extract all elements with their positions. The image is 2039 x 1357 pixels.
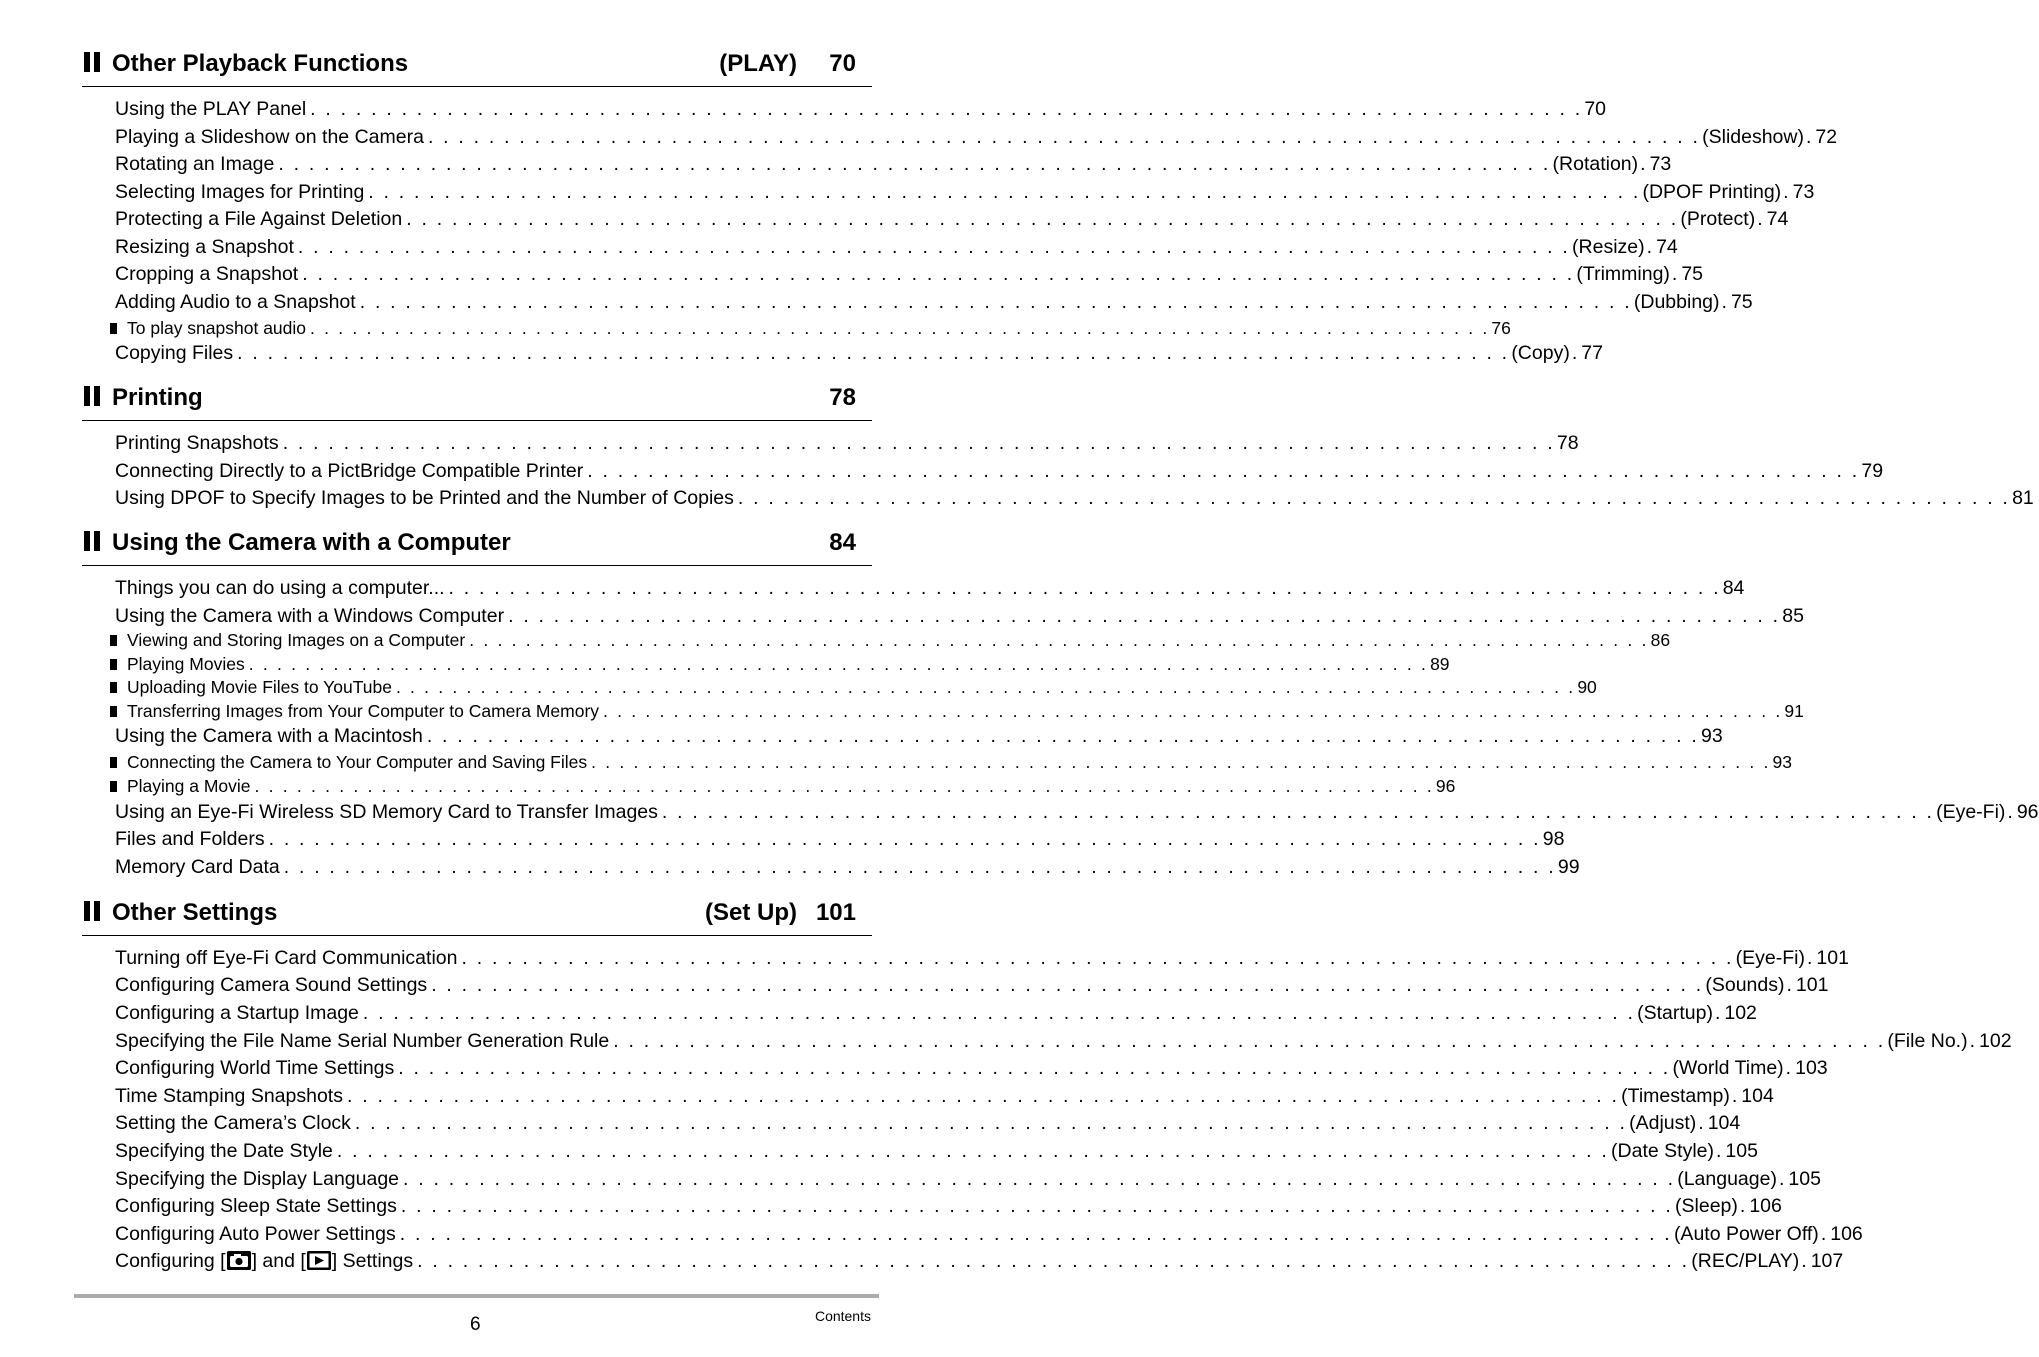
toc-entry[interactable] [115,207,1789,231]
dot-leader: . . . . . . . . . . . . . . . . . . . . . . . . . . . . . . . . . . . . . . . . . . . . . . . . . . . . . . . . . . . . . . . . . . . . . . . . . . . . . . . . . . . . [362,1002,1636,1024]
entry-page-number: 84 [1722,577,1745,599]
dot-leader: . . . . . . . . . . . . . . . . . . . . . . . . . . . . . . . . . . . . . . . . . . . . . . . . . . . . . . . . . . . . . . . . . . . . . . . . . . . . . . . . . . . . [346,1085,1620,1107]
dot-leader: . . . . . . . . . . . . . . . . . . . . . . . . . . . . . . . . . . . . . . . . . . . . . . . . . . . . . . . . . . . . . . . . . . . . . . . . . . . . . . . . . . . . [268,828,1541,850]
toc-entry[interactable] [115,290,1753,314]
toc-subentry[interactable] [127,751,1792,773]
dot-leader: . . . . . . . . . . . . . . . . . . . . . . . . . . . . . . . . . . . . . . . . . . . . . . . . . . . . . . . . . . . . . . . . . . . . . . . . . . . . . . . . . . . . [368,181,1641,203]
entry-page-number: 103 [1795,1057,1828,1079]
bullet-square-icon [110,323,117,334]
section-marker-icon [84,901,102,921]
toc-entry[interactable] [115,341,1603,365]
entry-title: Using an Eye-Fi Wireless SD Memory Card to Transfer Images [115,801,658,823]
entry-page-number: 104 [1741,1085,1774,1107]
toc-entry[interactable] [115,180,1815,204]
toc-subentry[interactable] [127,775,1456,797]
dot-leader: . . . . . . . . . . . . . . . . . . . . . . . . . . . . . . . . . . . . . . . . . . . . . . . . . . . . . . . . . . . . . . . . . . . . . . . . . . . . . . . . . . . . [613,1030,1886,1052]
dot-leader: . [1646,236,1655,258]
dot-leader: . [1757,208,1765,230]
toc-entry[interactable] [115,1001,1757,1025]
entry-title: To play snapshot audio [127,318,307,338]
dot-leader: . [1640,153,1648,175]
section-page-number: 84 [829,529,856,556]
toc-entry[interactable] [115,827,1565,851]
dot-leader: . . . . . . . . . . . . . . . . . . . . . . . . . . . . . . . . . . . . . . . . . . . . . . . . . . . . . . . . . . . . . . . . . . . . . . . . . . . . . . . . . . . . [297,236,1571,258]
bullet-square-icon [110,757,117,768]
bullet-square-icon [110,659,117,670]
entry-tag: (Sounds) [1705,974,1785,996]
entry-title: Using the Camera with a Windows Computer [115,605,505,627]
entry-title: Memory Card Data [115,856,280,878]
entry-title: Viewing and Storing Images on a Computer [127,630,466,650]
entry-page-number: 106 [1830,1223,1863,1245]
dot-leader: . . . . . . . . . . . . . . . . . . . . . . . . . . . . . . . . . . . . . . . . . . . . . . . . . . . . . . . . . . . . . . . . . . . . . . . . . . . . . . . . . . . . [248,654,1429,674]
dot-leader: . . . . . . . . . . . . . . . . . . . . . . . . . . . . . . . . . . . . . . . . . . . . . . . . . . . . . . . . . . . . . . . . . . . . . . . . . . . . . . . . . . . . [302,263,1575,285]
entry-title: Printing Snapshots [115,432,279,454]
toc-entry[interactable] [115,1194,1782,1218]
entry-tag: (Auto Power Off) [1673,1223,1819,1245]
dot-leader: . . . . . . . . . . . . . . . . . . . . . . . . . . . . . . . . . . . . . . . . . . . . . . . . . . . . . . . . . . . . . . . . . . . . . . . . . . . . . . . . . . . . [403,1168,1676,1190]
dot-leader: . . . . . . . . . . . . . . . . . . . . . . . . . . . . . . . . . . . . . . . . . . . . . . . . . . . . . . . . . . . . . . . . . . . . . . . . . . . . . . . . . . . . [591,752,1771,772]
entry-page-number: 72 [1815,126,1838,148]
section-title: Printing [112,384,203,411]
toc-entry[interactable] [115,1249,1844,1273]
entry-page-number: 79 [1861,460,1884,482]
dot-leader: . . . . . . . . . . . . . . . . . . . . . . . . . . . . . . . . . . . . . . . . . . . . . . . . . . . . . . . . . . . . . . . . . . . . . . . . . . . . . . . . . . . . [448,577,1721,599]
entry-title: Specifying the Date Style [115,1140,333,1162]
entry-title: Playing Movies [127,654,245,674]
entry-title: Rotating an Image [115,153,275,175]
dot-leader: . . . . . . . . . . . . . . . . . . . . . . . . . . . . . . . . . . . . . . . . . . . . . . . . . . . . . . . . . . . . . . . . . . . . . . . . . . . . . . . . . . . . [508,605,1781,627]
entry-page-number: 89 [1430,654,1450,674]
entry-title: Configuring Auto Power Settings [115,1223,396,1245]
dot-leader: . . . . . . . . . . . . . . . . . . . . . . . . . . . . . . . . . . . . . . . . . . . . . . . . . . . . . . . . . . . . . . . . . . . . . . . . . . . . . . . . . . . . [283,856,1556,878]
section-tag: (Set Up) [705,899,797,926]
entry-tag: (Trimming) [1576,263,1670,285]
dot-leader: . . . . . . . . . . . . . . . . . . . . . . . . . . . . . . . . . . . . . . . . . . . . . . . . . . . . . . . . . . . . . . . . . . . . . . . . . . . . . . . . . . . . [461,947,1734,969]
entry-page-number: 78 [1556,432,1579,454]
entry-tag: (Resize) [1572,236,1645,258]
toc-entry[interactable] [115,724,1723,748]
entry-title: Connecting the Camera to Your Computer and Saving Files [127,752,588,772]
dot-leader: . . . . . . . . . . . . . . . . . . . . . . . . . . . . . . . . . . . . . . . . . . . . . . . . . . . . . . . . . . . . . . . . . . . . . . . . . . . . . . . . . . . . [737,487,2011,509]
entry-title: Configuring a Startup Image [115,1002,359,1024]
dot-leader: . . . . . . . . . . . . . . . . . . . . . . . . . . . . . . . . . . . . . . . . . . . . . . . . . . . . . . . . . . . . . . . . . . . . . . . . . . . . . . . . . . . . [237,342,1510,364]
section-header [82,529,872,566]
dot-leader: . . . . . . . . . . . . . . . . . . . . . . . . . . . . . . . . . . . . . . . . . . . . . . . . . . . . . . . . . . . . . . . . . . . . . . . . . . . . . . . . . . . . [661,801,1935,823]
toc-subentry[interactable] [127,653,1450,675]
entry-page-number: 74 [1656,236,1678,258]
entry-title: Protecting a File Against Deletion [115,208,403,230]
toc-entry[interactable] [115,1222,1863,1246]
entry-tag: (World Time) [1672,1057,1784,1079]
toc-entry[interactable] [115,855,1580,879]
dot-leader: . [2007,801,2015,823]
toc-entry[interactable] [115,1084,1774,1108]
dot-leader: . [1783,181,1791,203]
dot-leader: . [1714,1002,1723,1024]
section-marker-icon [84,52,102,72]
bullet-square-icon [110,682,117,693]
section-title: Using the Camera with a Computer [112,529,511,556]
entry-page-number: 101 [1816,947,1849,969]
dot-leader: . . . . . . . . . . . . . . . . . . . . . . . . . . . . . . . . . . . . . . . . . . . . . . . . . . . . . . . . . . . . . . . . . . . . . . . . . . . . . . . . . . . . [431,974,1704,996]
entry-tag: (Adjust) [1629,1112,1697,1134]
section-page-number: 70 [829,50,856,77]
toc-subentry[interactable] [127,676,1597,698]
toc-entry[interactable] [115,431,1579,455]
entry-title: Using the Camera with a Macintosh [115,725,423,747]
footer-label: Contents [814,1308,871,1324]
entry-page-number: 93 [1700,725,1723,747]
dot-leader: . [1698,1112,1706,1134]
entry-tag: (DPOF Printing) [1642,181,1782,203]
dot-leader: . [1739,1195,1748,1217]
entry-title: Playing a Slideshow on the Camera [115,126,424,148]
dot-leader: . . . . . . . . . . . . . . . . . . . . . . . . . . . . . . . . . . . . . . . . . . . . . . . . . . . . . . . . . . . . . . . . . . . . . . . . . . . . . . . . . . . . [310,318,1490,338]
entry-page-number: 74 [1766,208,1789,230]
dot-leader: . [1785,1057,1794,1079]
dot-leader: . . . . . . . . . . . . . . . . . . . . . . . . . . . . . . . . . . . . . . . . . . . . . . . . . . . . . . . . . . . . . . . . . . . . . . . . . . . . . . . . . . . . [400,1195,1674,1217]
section-page-number: 101 [815,899,856,926]
toc-entry[interactable] [115,1029,2012,1053]
entry-tag: (Startup) [1637,1002,1713,1024]
entry-tag: (Sleep) [1675,1195,1738,1217]
toc-entry[interactable] [115,1139,1758,1163]
entry-title: Using DPOF to Specify Images to be Printed and the Number of Copies [115,487,734,509]
dot-leader: . [1571,342,1580,364]
toc-entry[interactable] [115,235,1678,259]
toc-section [82,384,2034,509]
section-header [82,899,872,936]
bullet-square-icon [110,706,117,717]
toc-subentry[interactable] [127,629,1671,651]
entry-title: Time Stamping Snapshots [115,1085,343,1107]
entry-title: Files and Folders [115,828,265,850]
dot-leader: . . . . . . . . . . . . . . . . . . . . . . . . . . . . . . . . . . . . . . . . . . . . . . . . . . . . . . . . . . . . . . . . . . . . . . . . . . . . . . . . . . . . [395,677,1576,697]
entry-page-number: 75 [1730,291,1753,313]
entry-page-number: 98 [1542,828,1565,850]
entry-tag: (Language) [1677,1168,1777,1190]
entry-tag: (Eye-Fi) [1936,801,2006,823]
dot-leader: . . . . . . . . . . . . . . . . . . . . . . . . . . . . . . . . . . . . . . . . . . . . . . . . . . . . . . . . . . . . . . . . . . . . . . . . . . . . . . . . . . . . [398,1057,1671,1079]
entry-title: Transferring Images from Your Computer to Camera Memory [127,701,600,721]
toc-subentry[interactable] [127,317,1511,339]
dot-leader: . . . . . . . . . . . . . . . . . . . . . . . . . . . . . . . . . . . . . . . . . . . . . . . . . . . . . . . . . . . . . . . . . . . . . . . . . . . . . . . . . . . . [254,776,1434,796]
dot-leader: . [1786,974,1794,996]
entry-page-number: 107 [1810,1250,1844,1272]
entry-page-number: 70 [1584,98,1607,120]
entry-page-number: 96 [1435,776,1456,796]
section-tag: (PLAY) [719,50,797,77]
section-marker-icon [84,531,102,551]
section-title: Other Playback Functions [112,50,409,77]
section-title: Other Settings [112,899,278,926]
toc-entry[interactable] [115,486,2034,510]
entry-tag: (Date Style) [1611,1140,1714,1162]
toc-subentry[interactable] [127,700,1804,722]
toc-entry[interactable] [115,152,1672,176]
entry-tag: (Eye-Fi) [1735,947,1805,969]
entry-title: Configuring World Time Settings [115,1057,395,1079]
section-header [82,384,872,421]
entry-title: Copying Files [115,342,234,364]
toc-entry[interactable] [115,973,1829,997]
dot-leader: . . . . . . . . . . . . . . . . . . . . . . . . . . . . . . . . . . . . . . . . . . . . . . . . . . . . . . . . . . . . . . . . . . . . . . . . . . . . . . . . . . . . [427,126,1701,148]
entry-page-number: 91 [1784,701,1804,721]
entry-page-number: 101 [1795,974,1829,996]
dot-leader: . [1716,1140,1724,1162]
entry-page-number: 102 [1724,1002,1757,1024]
dot-leader: . [1969,1030,1977,1052]
entry-page-number: 96 [2016,801,2039,823]
entry-title: Adding Audio to a Snapshot [115,291,356,313]
entry-tag: (File No.) [1887,1030,1968,1052]
entry-page-number: 75 [1681,263,1704,285]
dot-leader: . . . . . . . . . . . . . . . . . . . . . . . . . . . . . . . . . . . . . . . . . . . . . . . . . . . . . . . . . . . . . . . . . . . . . . . . . . . . . . . . . . . . [359,291,1632,313]
entry-page-number: 77 [1581,342,1603,364]
entry-title-part: ] Settings [331,1250,414,1272]
entry-page-number: 73 [1792,181,1815,203]
toc-entry[interactable] [115,1111,1741,1135]
toc-entry[interactable] [115,604,1804,628]
section-page-number: 78 [829,384,856,411]
entry-page-number: 93 [1772,752,1792,772]
play-icon [307,1251,331,1270]
entry-title: Specifying the File Name Serial Number Generation Rule [115,1030,610,1052]
dot-leader: . . . . . . . . . . . . . . . . . . . . . . . . . . . . . . . . . . . . . . . . . . . . . . . . . . . . . . . . . . . . . . . . . . . . . . . . . . . . . . . . . . . . [406,208,1679,230]
toc-entry[interactable] [115,576,1745,600]
entry-title: Selecting Images for Printing [115,181,365,203]
dot-leader: . . . . . . . . . . . . . . . . . . . . . . . . . . . . . . . . . . . . . . . . . . . . . . . . . . . . . . . . . . . . . . . . . . . . . . . . . . . . . . . . . . . . [336,1140,1610,1162]
toc-entry[interactable] [115,125,1838,149]
dot-leader: . . . . . . . . . . . . . . . . . . . . . . . . . . . . . . . . . . . . . . . . . . . . . . . . . . . . . . . . . . . . . . . . . . . . . . . . . . . . . . . . . . . . [587,460,1860,482]
entry-tag: (Copy) [1511,342,1570,364]
entry-title: Playing a Movie [127,776,251,796]
entry-title: Using the PLAY Panel [115,98,307,120]
toc-section [82,899,2012,1272]
section-marker-icon [84,386,102,406]
entry-page-number: 85 [1782,605,1804,627]
entry-title: Configuring Camera Sound Settings [115,974,428,996]
section-header [82,50,872,87]
entry-title: Resizing a Snapshot [115,236,294,258]
entry-title: Turning off Eye-Fi Card Communication [115,947,458,969]
dot-leader: . [1820,1223,1829,1245]
toc-entry[interactable] [115,1056,1828,1080]
entry-page-number: 105 [1788,1168,1821,1190]
entry-page-number: 90 [1577,677,1597,697]
dot-leader: . [1671,263,1680,285]
entry-page-number: 106 [1749,1195,1782,1217]
toc-entry[interactable] [115,800,2039,824]
dot-leader: . . . . . . . . . . . . . . . . . . . . . . . . . . . . . . . . . . . . . . . . . . . . . . . . . . . . . . . . . . . . . . . . . . . . . . . . . . . . . . . . . . . . [426,725,1699,747]
bullet-square-icon [110,635,117,646]
entry-title: Things you can do using a computer... [115,577,445,599]
toc-entry[interactable] [115,946,1849,970]
footer-divider [74,1294,879,1298]
entry-title: Connecting Directly to a PictBridge Compatible Printer [115,460,584,482]
dot-leader: . . . . . . . . . . . . . . . . . . . . . . . . . . . . . . . . . . . . . . . . . . . . . . . . . . . . . . . . . . . . . . . . . . . . . . . . . . . . . . . . . . . . [469,630,1649,650]
toc-entry[interactable] [115,1167,1821,1191]
entry-page-number: 73 [1649,153,1672,175]
bullet-square-icon [110,781,117,792]
entry-title: Cropping a Snapshot [115,263,299,285]
entry-tag: (Rotation) [1552,153,1639,175]
entry-page-number: 81 [2012,487,2034,509]
entry-tag: (Dubbing) [1633,291,1720,313]
dot-leader: . [1805,126,1814,148]
entry-title: Setting the Camera’s Clock [115,1112,351,1134]
entry-title [115,1249,417,1273]
entry-page-number: 104 [1707,1112,1741,1134]
toc-entry[interactable] [115,262,1704,286]
camera-icon [227,1251,251,1270]
dot-leader: . . . . . . . . . . . . . . . . . . . . . . . . . . . . . . . . . . . . . . . . . . . . . . . . . . . . . . . . . . . . . . . . . . . . . . . . . . . . . . . . . . . . [278,153,1551,175]
dot-leader: . [1801,1250,1809,1272]
dot-leader: . [1721,291,1729,313]
dot-leader: . . . . . . . . . . . . . . . . . . . . . . . . . . . . . . . . . . . . . . . . . . . . . . . . . . . . . . . . . . . . . . . . . . . . . . . . . . . . . . . . . . . . [417,1250,1690,1272]
entry-page-number: 99 [1557,856,1580,878]
dot-leader: . [1806,947,1815,969]
dot-leader: . . . . . . . . . . . . . . . . . . . . . . . . . . . . . . . . . . . . . . . . . . . . . . . . . . . . . . . . . . . . . . . . . . . . . . . . . . . . . . . . . . . . [354,1112,1628,1134]
entry-tag: (REC/PLAY) [1691,1250,1800,1272]
dot-leader: . . . . . . . . . . . . . . . . . . . . . . . . . . . . . . . . . . . . . . . . . . . . . . . . . . . . . . . . . . . . . . . . . . . . . . . . . . . . . . . . . . . . [282,432,1555,454]
entry-tag: (Slideshow) [1702,126,1804,148]
dot-leader: . [1778,1168,1787,1190]
entry-title: Configuring Sleep State Settings [115,1195,397,1217]
toc-entry[interactable] [115,459,1884,483]
entry-tag: (Timestamp) [1621,1085,1730,1107]
entry-page-number: 76 [1491,318,1511,338]
entry-title: Specifying the Display Language [115,1168,400,1190]
dot-leader: . . . . . . . . . . . . . . . . . . . . . . . . . . . . . . . . . . . . . . . . . . . . . . . . . . . . . . . . . . . . . . . . . . . . . . . . . . . . . . . . . . . . [310,98,1583,120]
toc-section [82,50,1838,364]
toc-entry[interactable] [115,97,1607,121]
dot-leader: . [1731,1085,1740,1107]
footer-page-number: 6 [470,1314,481,1335]
dot-leader: . . . . . . . . . . . . . . . . . . . . . . . . . . . . . . . . . . . . . . . . . . . . . . . . . . . . . . . . . . . . . . . . . . . . . . . . . . . . . . . . . . . . [603,701,1783,721]
entry-page-number: 102 [1979,1030,2012,1052]
dot-leader: . . . . . . . . . . . . . . . . . . . . . . . . . . . . . . . . . . . . . . . . . . . . . . . . . . . . . . . . . . . . . . . . . . . . . . . . . . . . . . . . . . . . [399,1223,1672,1245]
entry-page-number: 105 [1725,1140,1758,1162]
entry-title-part: ] and [ [251,1250,306,1272]
toc-section [82,529,2039,878]
entry-page-number: 86 [1650,630,1671,650]
entry-title: Uploading Movie Files to YouTube [127,677,392,697]
entry-tag: (Protect) [1680,208,1756,230]
entry-title-part: Configuring [ [115,1250,226,1272]
